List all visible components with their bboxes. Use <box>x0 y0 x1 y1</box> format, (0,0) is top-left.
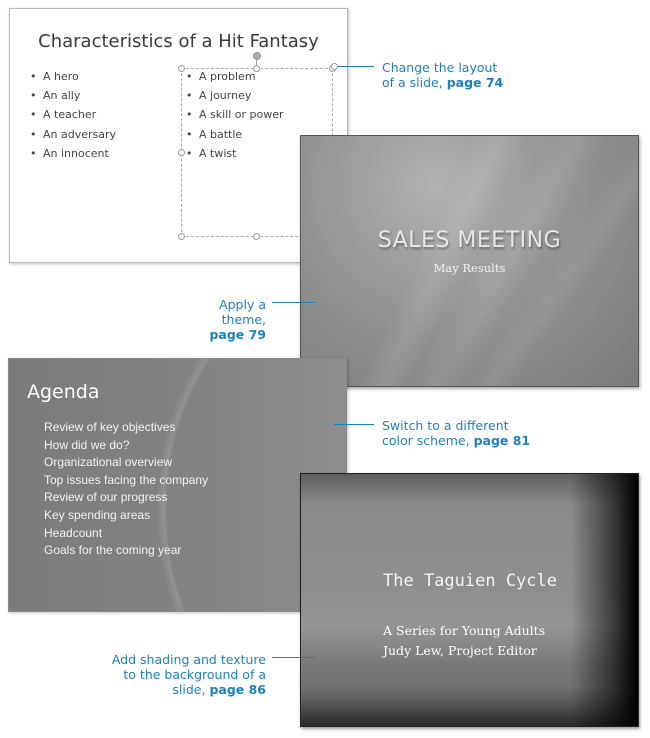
list-item: • An adversary <box>30 125 116 144</box>
list-item: • An ally <box>30 86 116 105</box>
page-reference[interactable]: page 74 <box>446 75 504 90</box>
subtitle-line: A Series for Young Adults <box>383 623 546 638</box>
callout-change-layout <box>382 60 503 90</box>
list-item: Review of key objectives <box>44 420 176 434</box>
callout-color-scheme <box>382 418 530 448</box>
list-item: • An innocent <box>30 144 116 163</box>
subtitle-line: Judy Lew, Project Editor <box>383 643 537 658</box>
callout-line <box>382 75 503 90</box>
slide-title: Characteristics of a Hit Fantasy <box>38 31 319 52</box>
list-item: • A problem <box>186 67 284 86</box>
resize-handle[interactable] <box>178 149 185 156</box>
page-reference[interactable]: page 79 <box>209 327 266 342</box>
callout-text: of a slide, <box>382 75 447 90</box>
list-item: How did we do? <box>44 437 130 452</box>
slide-title: Agenda <box>27 381 100 403</box>
slide-subtitle: May Results <box>433 261 506 275</box>
callout-line <box>382 433 530 448</box>
callout-line: Add shading and texture <box>111 652 266 667</box>
slide-title: The Taguien Cycle <box>383 571 557 591</box>
callout-line: Change the layout <box>382 60 498 75</box>
bullet-list-right <box>186 67 284 163</box>
list-item: Goals for the coming year <box>44 543 182 558</box>
bullet-list-left <box>30 67 116 163</box>
callout-line <box>110 682 266 697</box>
slide-layout-example <box>9 8 348 263</box>
list-item: • A teacher <box>30 105 116 124</box>
resize-handle[interactable] <box>178 65 185 72</box>
list-item: • A skill or power <box>186 105 284 124</box>
callout-shading-texture <box>110 652 266 697</box>
slide-subtitle <box>383 621 545 661</box>
callout-leader-line <box>334 424 374 425</box>
list-item: • A journey <box>186 86 284 105</box>
callout-line <box>178 327 266 342</box>
resize-handle[interactable] <box>178 233 185 240</box>
callout-leader-line <box>337 66 374 67</box>
slide-background-example <box>300 473 639 727</box>
page-reference[interactable]: page 81 <box>473 433 531 448</box>
callout-text: color scheme, <box>382 433 474 448</box>
list-item: • A battle <box>186 125 284 144</box>
resize-handle[interactable] <box>331 63 338 70</box>
list-item: Headcount <box>44 525 103 540</box>
slide-title: SALES MEETING <box>377 228 562 253</box>
page-reference[interactable]: page 86 <box>209 682 266 697</box>
list-item: • A twist <box>186 144 284 163</box>
list-item: Review of our progress <box>44 490 168 505</box>
list-item: • A hero <box>30 67 116 86</box>
rotation-handle[interactable] <box>253 52 261 60</box>
callout-apply-theme <box>178 297 266 342</box>
callout-leader-line <box>272 657 315 658</box>
agenda-list <box>44 419 208 560</box>
callout-line: to the background of a <box>123 667 266 682</box>
resize-handle[interactable] <box>253 233 260 240</box>
list-item: Organizational overview <box>44 455 173 470</box>
callout-line: Switch to a different <box>382 418 509 433</box>
callout-text: slide, <box>172 682 210 697</box>
slide-theme-example <box>300 135 639 387</box>
list-item: Top issues facing the company <box>44 472 209 487</box>
slide-color-scheme-example <box>8 358 347 612</box>
callout-line: Apply a theme, <box>219 297 266 327</box>
list-item: Key spending areas <box>44 507 151 522</box>
callout-leader-line <box>272 302 315 303</box>
